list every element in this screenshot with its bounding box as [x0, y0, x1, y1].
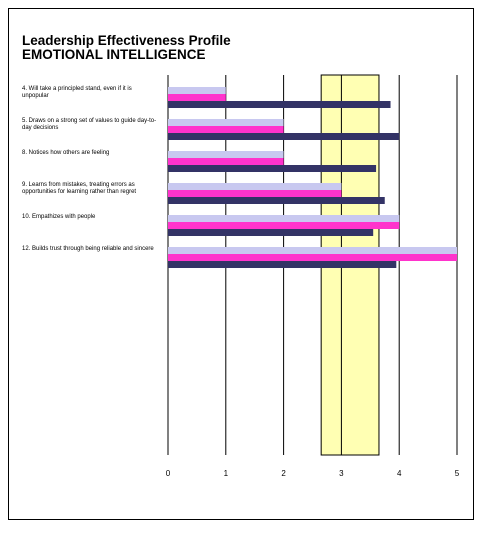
bar-q2-series2 [168, 126, 284, 133]
bar-q1-series3 [168, 101, 391, 108]
bar-q6-series2 [168, 254, 457, 261]
bar-q2-series3 [168, 133, 399, 140]
bar-q1-series2 [168, 94, 226, 101]
bar-q3-series2 [168, 158, 284, 165]
bar-q2-series1 [168, 119, 284, 126]
bar-q1-series1 [168, 87, 226, 94]
bar-q6-series1 [168, 247, 457, 254]
bar-q4-series2 [168, 190, 341, 197]
x-tick-label-4: 4 [396, 469, 402, 478]
page-subtitle: EMOTIONAL INTELLIGENCE [22, 47, 206, 62]
bar-q5-series2 [168, 222, 399, 229]
x-tick-label-1: 1 [223, 469, 229, 478]
bar-q6-series3 [168, 261, 396, 268]
bar-q4-series1 [168, 183, 341, 190]
category-label-3: 8. Notices how others are feeling [22, 150, 110, 156]
x-tick-label-3: 3 [339, 469, 344, 478]
bar-q3-series1 [168, 151, 284, 158]
category-label-4: 9. Learns from mistakes, treating errors as opportunities for learning rather than regret [22, 182, 137, 195]
bar-q3-series3 [168, 165, 376, 172]
x-tick-label-0: 0 [165, 469, 171, 478]
x-tick-label-5: 5 [454, 469, 460, 478]
x-tick-label-2: 2 [281, 469, 286, 478]
category-label-2: 5. Draws on a strong set of values to guide day-to-day decisions [22, 118, 157, 131]
category-label-5: 10. Empathizes with people [22, 214, 96, 220]
page-title: Leadership Effectiveness Profile [22, 33, 231, 48]
category-label-6: 12. Builds trust through being reliable and sincere [22, 246, 154, 252]
category-label-1: 4. Will take a principled stand, even if it is unpopular [22, 86, 132, 99]
bar-q5-series3 [168, 229, 373, 236]
bar-q5-series1 [168, 215, 399, 222]
bar-q4-series3 [168, 197, 385, 204]
